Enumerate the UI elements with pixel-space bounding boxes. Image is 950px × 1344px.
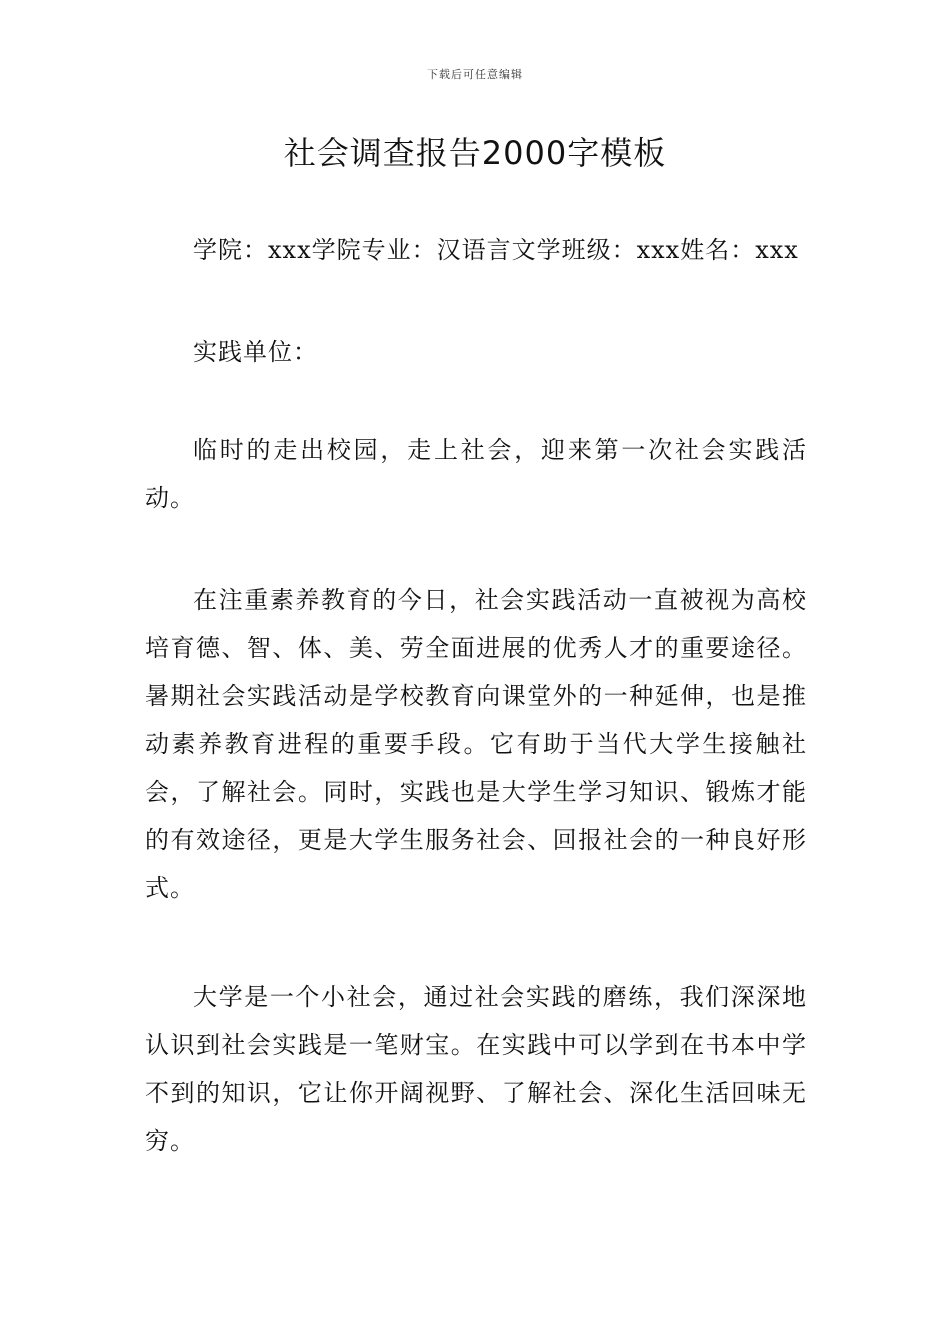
- document-title: 社会调查报告2000字模板: [283, 134, 667, 172]
- header-note: 下载后可任意编辑: [427, 68, 523, 81]
- meta-line: 学院：xxx学院专业：汉语言文学班级：xxx姓名：xxx: [193, 236, 799, 264]
- practice-unit-line: 实践单位：: [193, 338, 318, 366]
- paragraph-3: 大学是一个小社会，通过社会实践的磨练，我们深深地认识到社会实践是一笔财宝。在实践中可以学到在书本中学不到的知识，它让你开阔视野、了解社会、深化生活回味无穷。: [145, 983, 807, 1155]
- paragraph-1: 临时的走出校园，走上社会，迎来第一次社会实践活动。: [145, 436, 807, 512]
- paragraph-2: 在注重素养教育的今日，社会实践活动一直被视为高校培育德、智、体、美、劳全面进展的优秀人才的重要途径。暑期社会实践活动是学校教育向课堂外的一种延伸，也是推动素养教育进程的重要手段。它有助于当代大学生接触社会，了解社会。同时，实践也是大学生学习知识、锻炼才能的有效途径，更是大学生服务社会、回报社会的一种良好形式。: [145, 586, 807, 902]
